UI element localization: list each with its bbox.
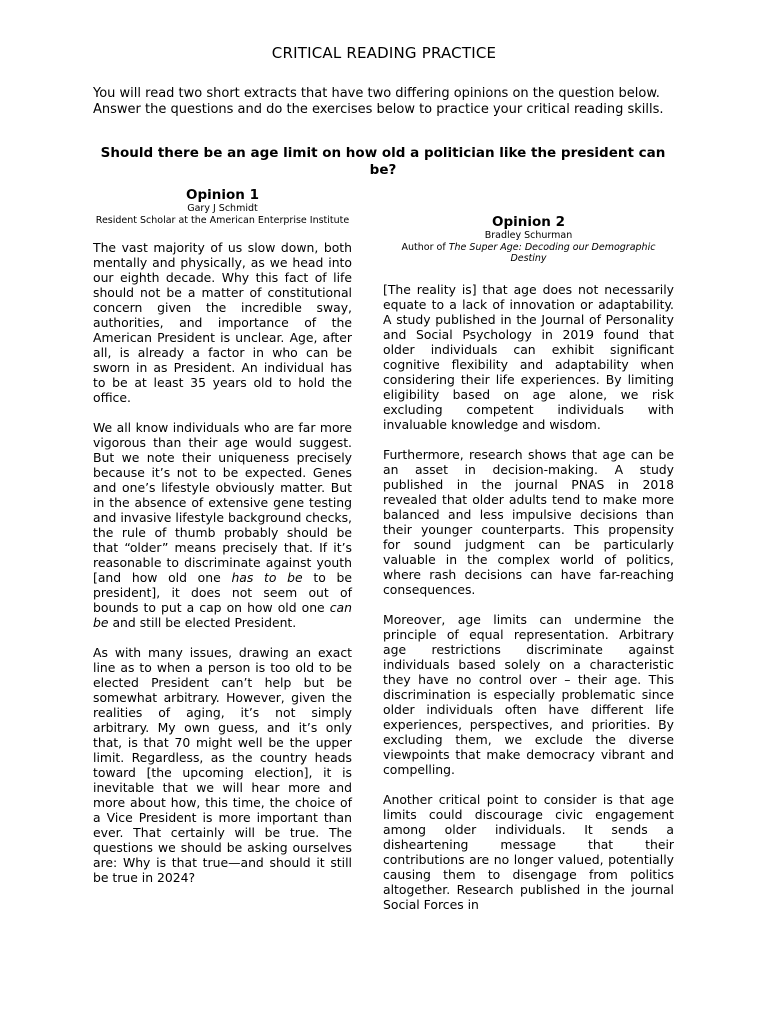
opinion-1-author: Gary J Schmidt xyxy=(187,203,258,214)
opinion-1-paragraph-3: As with many issues, drawing an exact line as to when a person is too old to be elected President can’t help but be somewhat arbitrary. However, given the realities of aging, it’s not simply arbitrary. My own guess, and it’s only that, is that 70 might well be the upper limit. Regardless, as the country heads toward [the upcoming election], it is inevitable that we will hear more and more about how, this time, the choice of a Vice President is more important than ever. That certainly will be true. The questions we should be asking ourselves are: Why is that true—and should it still be true in 2024? xyxy=(93,645,352,885)
debate-question: Should there be an age limit on how old a politician like the president can be? xyxy=(100,145,666,178)
opinion-2-author: Bradley Schurman xyxy=(484,230,573,241)
opinion-1-paragraph-1: The vast majority of us slow down, both mentally and physically, as we head into our eighth decade. Why this fact of life should not be a matter of constitutional concern given the incredible sway, authorities, and importance of the American President is unclear. Age, after all, is already a factor in who can be sworn in as President. An individual has to be at least 35 years old to hold the office. xyxy=(93,240,352,405)
page-title: CRITICAL READING PRACTICE xyxy=(271,44,497,62)
opinion-2-paragraph-1: [The reality is] that age does not necessarily equate to a lack of innovation or adaptability. A study published in the Journal of Personality and Social Psychology in 2019 found that older individuals can exhibit significant cognitive flexibility and adaptability when considering their life experiences. By limiting eligibility based on age alone, we risk excluding competent individuals with invaluable knowledge and wisdom. xyxy=(383,281,674,432)
opinion-1-paragraph-2: We all know individuals who are far more vigorous than their age would suggest. But we note their uniqueness precisely because it’s not to be expected. Genes and one’s lifestyle obviously matter. But in the absence of extensive gene testing and invasive lifestyle background checks, the rule of thumb probably should be that “older” means precisely that. If it’s reasonable to discriminate against youth [and how old one has to be to be president], it does not seem out of bounds to put a cap on how old one can be and still be elected President. xyxy=(93,420,352,630)
opinion-2-affiliation: Author of The Super Age: Decoding our Demographic Destiny xyxy=(401,241,656,264)
opinion-1-column xyxy=(93,187,352,900)
opinion-2-column xyxy=(383,214,674,927)
opinion-2-heading: Opinion 2 xyxy=(492,214,565,230)
opinion-2-paragraph-3: Moreover, age limits can undermine the principle of equal representation. Arbitrary age restrictions discriminate against individuals based solely on a characteristic they have no control over – their age. This discrimination is especially problematic since older individuals often have different life experiences, perspectives, and priorities. By excluding them, we exclude the diverse viewpoints that make democracy vibrant and compelling. xyxy=(383,611,674,777)
opinion-1-heading: Opinion 1 xyxy=(186,187,259,203)
opinion-2-paragraph-2: Furthermore, research shows that age can be an asset in decision-making. A study published in the journal PNAS in 2018 revealed that older adults tend to make more balanced and less impulsive decisions than their younger counterparts. This propensity for sound judgment can be particularly valuable in the complex world of politics, where rash decisions can have far-reaching consequences. xyxy=(383,446,674,597)
opinion-1-affiliation: Resident Scholar at the American Enterprise Institute xyxy=(95,214,350,226)
intro-paragraph: You will read two short extracts that have two differing opinions on the question below. Answer the questions and do the exercises below to practice your critical reading skills. xyxy=(93,86,664,117)
opinion-2-paragraph-4: Another critical point to consider is that age limits could discourage civic engagement among older individuals. It sends a disheartening message that their contributions are no longer valued, potentially causing them to disengage from politics altogether. Research published in the journal Social Forces in xyxy=(383,791,674,912)
